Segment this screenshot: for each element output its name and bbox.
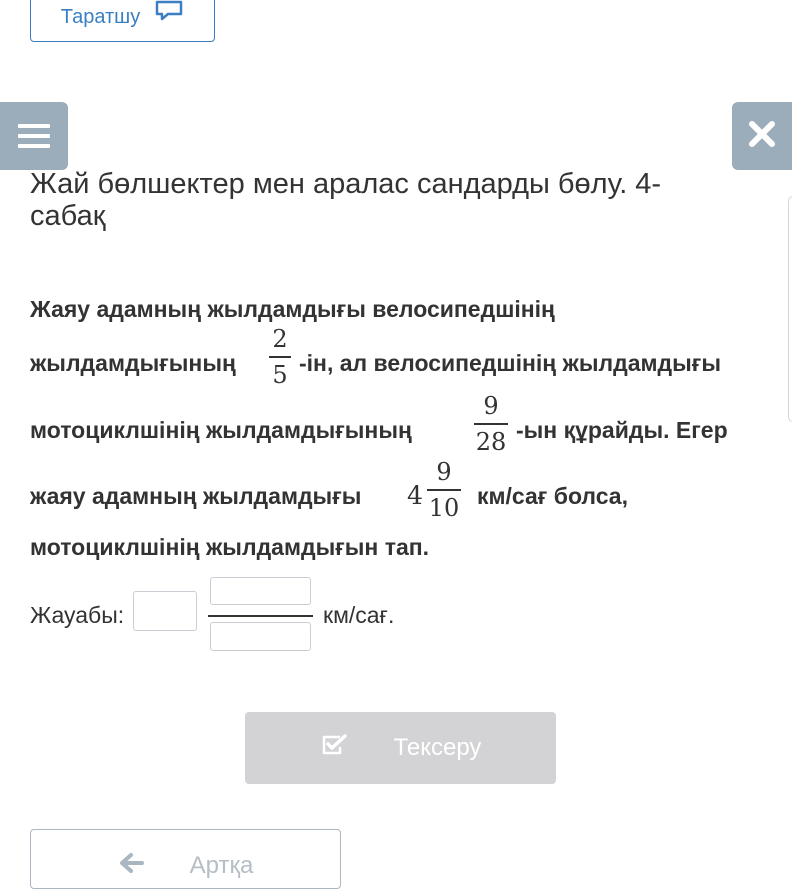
fraction-numerator: 9 bbox=[436, 458, 452, 486]
problem-line-4-end: км/сағ болса, bbox=[477, 483, 628, 509]
problem-line-4-start: жаяу адамның жылдамдығы bbox=[30, 483, 362, 509]
fraction-denominator: 28 bbox=[475, 428, 507, 456]
check-button[interactable] bbox=[245, 712, 556, 784]
fraction-denominator: 10 bbox=[428, 494, 460, 522]
side-panel-edge bbox=[788, 196, 792, 422]
answer-unit: км/сағ. bbox=[323, 602, 395, 628]
fraction-two-fifths bbox=[269, 326, 291, 388]
close-button[interactable] bbox=[732, 102, 792, 170]
answer-label: Жауабы: bbox=[30, 602, 125, 628]
arrow-left-icon bbox=[118, 852, 144, 881]
problem-line-3-start: мотоциклшінің жылдамдығының bbox=[30, 417, 412, 443]
answer-fraction-bar bbox=[208, 615, 313, 617]
problem-line-1: Жаяу адамның жылдамдығы велосипедшінің bbox=[30, 296, 555, 322]
answer-numerator-input[interactable] bbox=[210, 577, 311, 605]
back-button[interactable] bbox=[30, 829, 341, 889]
hamburger-menu-button[interactable] bbox=[0, 102, 68, 170]
share-button[interactable] bbox=[30, 0, 215, 42]
mixed-number-fraction bbox=[427, 459, 461, 521]
fraction-nine-twentyeighths bbox=[474, 393, 508, 455]
lesson-title: Жай бөлшектер мен аралас сандарды бөлу. 4-сабақ bbox=[30, 168, 662, 232]
hamburger-menu-icon bbox=[18, 124, 50, 128]
fraction-denominator: 5 bbox=[272, 361, 288, 389]
problem-line-5: мотоциклшінің жылдамдығын тап. bbox=[30, 534, 430, 560]
problem-line-2-start: жылдамдығының bbox=[30, 350, 236, 376]
share-label: Таратшу bbox=[60, 6, 141, 28]
check-button-label: Тексеру bbox=[393, 734, 482, 761]
problem-line-3-end: -ын құрайды. Егер bbox=[516, 417, 728, 443]
answer-denominator-input[interactable] bbox=[210, 622, 311, 651]
problem-line-2-end: -ін, ал велосипедшінің жылдамдығы bbox=[299, 350, 721, 376]
mixed-number-whole: 4 bbox=[407, 481, 423, 510]
close-icon bbox=[748, 120, 776, 153]
check-square-icon bbox=[320, 733, 348, 764]
back-button-label: Артқа bbox=[189, 852, 254, 879]
fraction-numerator: 2 bbox=[272, 325, 288, 353]
answer-whole-input[interactable] bbox=[133, 591, 197, 631]
fraction-numerator: 9 bbox=[483, 392, 499, 420]
share-chat-icon bbox=[154, 0, 184, 27]
